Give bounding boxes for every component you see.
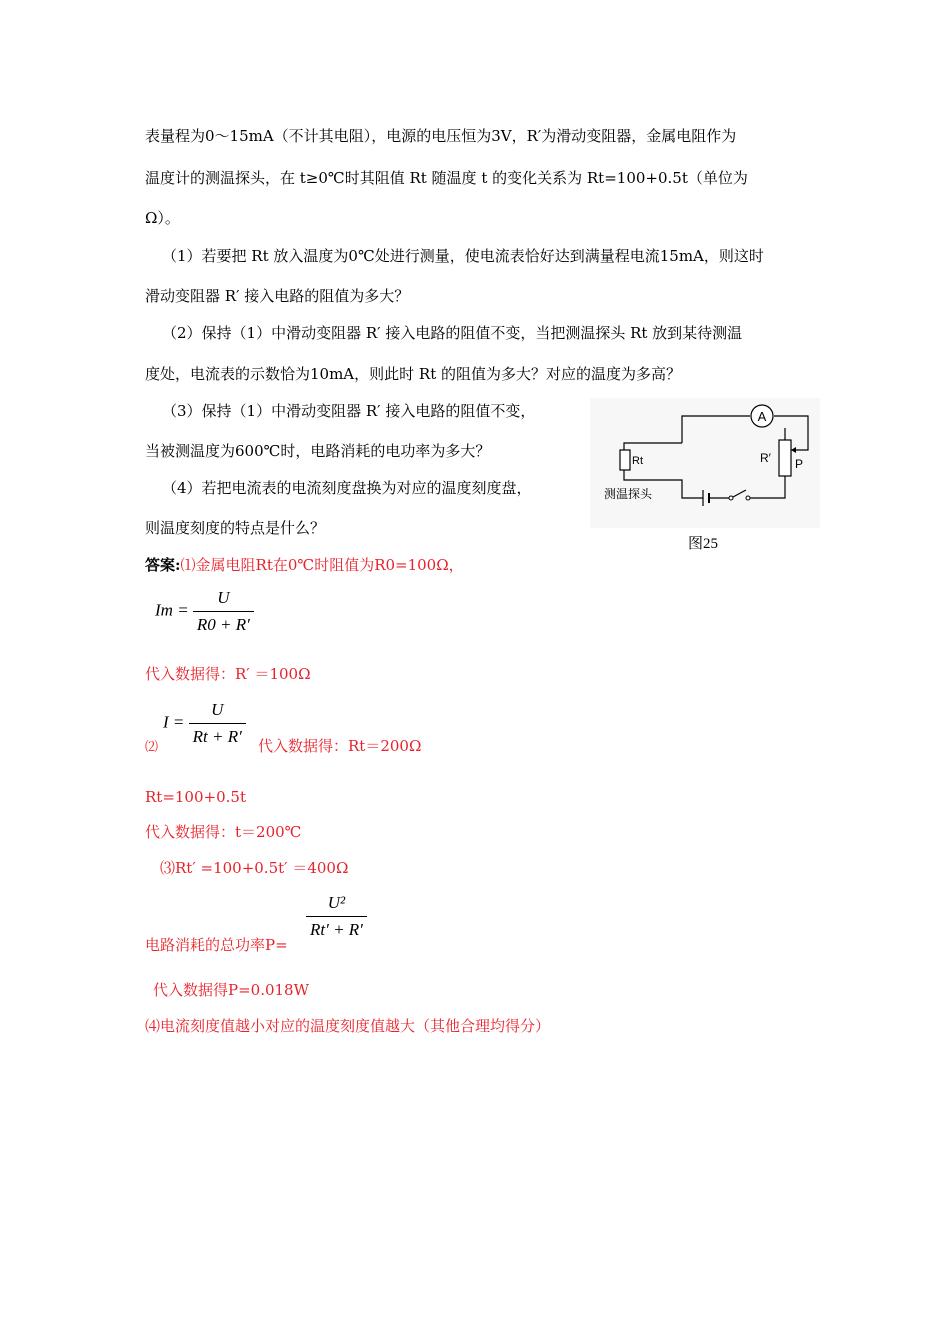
switch-pivot bbox=[729, 496, 733, 500]
formula-im-numerator: U bbox=[217, 588, 230, 607]
formula-im bbox=[155, 588, 254, 635]
answer-3-result: 代入数据得P=0.018W bbox=[153, 981, 310, 999]
question-4-line-1: （4）若把电流表的电流刻度盘换为对应的温度刻度盘， bbox=[162, 479, 532, 497]
answer-3-power-label: 电路消耗的总功率P= bbox=[145, 936, 288, 954]
question-3-line-2: 当被测温度为600℃时，电路消耗的电功率为多大？ bbox=[145, 442, 491, 460]
question-2-line-1: （2）保持（1）中滑动变阻器 R′ 接入电路的阻值不变，当把测温探头 Rt 放到某待测温 bbox=[162, 324, 743, 342]
rheostat-icon bbox=[779, 440, 791, 476]
formula-im-lhs: Im = bbox=[155, 600, 189, 620]
formula-power-denominator: Rt′ + R′ bbox=[306, 916, 367, 940]
answer-line-1 bbox=[145, 555, 464, 575]
question-3-line-1: （3）保持（1）中滑动变阻器 R′ 接入电路的阻值不变， bbox=[162, 402, 536, 420]
ammeter-label: A bbox=[757, 409, 767, 424]
formula-i-numerator: U bbox=[211, 700, 224, 719]
slider-p-label: P bbox=[795, 457, 804, 471]
rprime-label: R′ bbox=[760, 451, 771, 465]
formula-power-fraction bbox=[306, 893, 367, 940]
switch-contact bbox=[746, 496, 750, 500]
answer-2-temperature: 代入数据得：t＝200℃ bbox=[145, 823, 302, 841]
answer-label: 答案: bbox=[145, 556, 181, 574]
problem-line-3: Ω）。 bbox=[145, 209, 180, 227]
circuit-svg bbox=[590, 398, 820, 528]
formula-im-fraction bbox=[193, 588, 254, 635]
question-1-line-1: （1）若要把 Rt 放入温度为0℃处进行测量，使电流表恰好达到满量程电流15mA，则这时 bbox=[162, 247, 764, 265]
answer-3-resistance: ⑶Rt′ =100+0.5t′ ＝400Ω bbox=[160, 859, 349, 877]
question-4-line-2: 则温度刻度的特点是什么？ bbox=[145, 519, 326, 537]
formula-power-numerator: U² bbox=[327, 893, 346, 912]
answer-2-result: 代入数据得：Rt＝200Ω bbox=[258, 737, 422, 755]
answer-2-marker: ⑵ bbox=[145, 740, 159, 755]
probe-label: 测温探头 bbox=[604, 487, 653, 501]
formula-im-denominator: R0 + R′ bbox=[193, 611, 254, 635]
circuit-diagram bbox=[590, 398, 820, 528]
answer-part-1: ⑴金属电阻Rt在0℃时阻值为R0=100Ω， bbox=[180, 556, 464, 574]
rt-resistor-icon bbox=[620, 450, 630, 470]
rt-label: Rt bbox=[632, 455, 643, 467]
answer-2-relation: Rt=100+0.5t bbox=[145, 788, 246, 806]
formula-i-lhs: I = bbox=[163, 712, 185, 732]
formula-i bbox=[163, 700, 246, 747]
problem-line-2: 温度计的测温探头，在 t≥0℃时其阻值 Rt 随温度 t 的变化关系为 Rt=100+0.5t（单位为 bbox=[145, 169, 748, 187]
formula-i-denominator: Rt + R′ bbox=[189, 723, 246, 747]
formula-power bbox=[306, 893, 367, 940]
figure-caption: 图25 bbox=[688, 536, 719, 552]
question-1-line-2: 滑动变阻器 R′ 接入电路的阻值为多大？ bbox=[145, 287, 410, 305]
answer-1-result: 代入数据得：R′ ＝100Ω bbox=[145, 665, 311, 683]
answer-4: ⑷电流刻度值越小对应的温度刻度值越大（其他合理均得分） bbox=[145, 1017, 551, 1035]
question-2-line-2: 度处，电流表的示数恰为10mA，则此时 Rt 的阻值为多大？对应的温度为多高？ bbox=[145, 365, 682, 383]
problem-line-1: 表量程为0～15mA（不计其电阻），电源的电压恒为3V，R′为滑动变阻器，金属电阻作为 bbox=[145, 127, 737, 145]
formula-i-fraction bbox=[189, 700, 246, 747]
